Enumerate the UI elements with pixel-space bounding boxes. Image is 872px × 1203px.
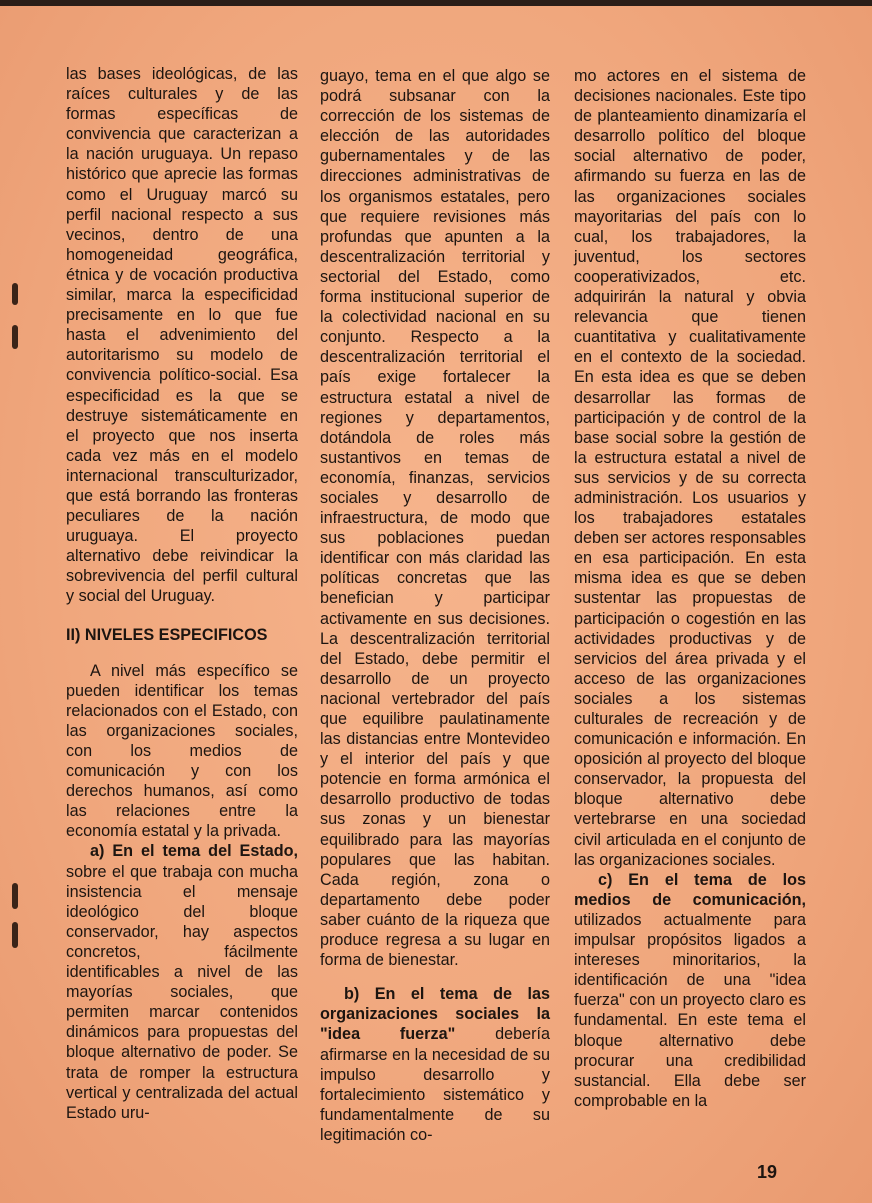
page-number: 19 bbox=[757, 1162, 778, 1182]
text-column-2 bbox=[320, 66, 550, 1145]
subsection-text: debería afirmarse en la necesidad de su impulso desarrollo y fortalecimiento sistemático y fundamentalmente de su legitimación co- bbox=[320, 1025, 551, 1144]
margin-mark bbox=[12, 922, 18, 948]
body-paragraph: A nivel más específico se pueden identificar los temas relacionados con el Estado, con las organizaciones sociales, con los medios de comunicación y con los derechos humanos, así como las relaciones entre la economía estatal y la privada. bbox=[66, 661, 298, 841]
margin-mark bbox=[12, 883, 18, 909]
section-heading: II) NIVELES ESPECIFICOS bbox=[66, 625, 268, 644]
margin-mark bbox=[12, 283, 18, 305]
subsection-label: c) En el tema de los medios de comunicación, bbox=[574, 870, 806, 909]
subsection-text: sobre el que trabaja con mucha insistencia el mensaje ideológico del bloque conservador, hay aspectos concretos, fácilmente identificables a nivel de las mayorías sociales, que permiten marcar contenidos dinámicos para propuestas del bloque alternativo de poder. Se trata de romper la estructura vertical y centralizada del actual Estado uru- bbox=[66, 862, 298, 1122]
body-paragraph bbox=[320, 984, 550, 1145]
body-paragraph: guayo, tema en el que algo se podrá subsanar con la corrección de los sistemas de elección de las autoridades gubernamentales y de las direcciones administrativas de los organismos estatales, pero que requiere revisiones más profundas que apunten a la descentralización territorial y sectorial del Estado, como forma institucional superior de la colectividad nacional en su conjunto. Respecto a la descentralización territorial el país exige fortalecer la estructura estatal a nivel de regiones y departamentos, dotándola de roles más sustantivos en temas de economía, finanzas, servicios sociales y desarrollo de infraestructura, de modo que sus poblaciones puedan identificar con más claridad las políticas concretas que las benefician y participar activamente en sus decisiones. La descentralización territorial del Estado, debe permitir el desarrollo de un proyecto nacional vertebrador del país que equilibre paulatinamente las distancias entre Montevideo y el interior del país y que potencie en forma armónica el desarrollo productivo de todas sus zonas y un bienestar equilibrado para las mayorías populares que las habitan. Cada región, zona o departamento debe poder saber cuánto de la riqueza que produce regresa a su lugar en forma de bienestar. bbox=[320, 67, 550, 970]
body-paragraph bbox=[574, 870, 806, 1111]
subsection-label: a) En el tema del Estado, bbox=[90, 842, 298, 861]
body-paragraph: las bases ideológicas, de las raíces culturales y de las formas específicas de convivencia que caracterizan a la nación uruguaya. Un repaso histórico que aprecie las formas como el Uruguay marcó su perfil nacional respecto a sus vecinos, dentro de una homogeneidad geográfica, étnica y de vocación productiva similar, marca la especificidad precisamente en lo que fue hasta el advenimiento del autoritarismo su modelo de convivencia político-social. Esa especificidad es la que se destruye sistemáticamente en el proyecto que nos inserta cada vez más en el modelo internacional transculturizador, que está borrando las fronteras peculiares de la nación uruguaya. El proyecto alternativo debe reivindicar la sobrevivencia del perfil cultural y social del Uruguay. bbox=[66, 65, 298, 606]
body-paragraph bbox=[66, 841, 298, 1122]
top-border bbox=[0, 0, 872, 6]
body-paragraph: mo actores en el sistema de decisiones nacionales. Este tipo de planteamiento dinamizaría el desarrollo político del bloque social alternativo de poder, afirmando su fuerza en las de las organizaciones sociales mayoritarias del país con lo cual, los trabajadores, la juventud, los sectores cooperativizados, etc. adquirirán la natural y obvia relevancia que tienen cuantitativa y cualitativamente en el contexto de la sociedad. En esta idea es que se deben desarrollar las formas de participación y de control de la base social sobre la gestión de la estructura estatal a nivel de sus servicios y de su correcta administración. Los usuarios y los trabajadores estatales deben ser actores responsables en esa participación. En esta misma idea es que se deben sustentar las propuestas de participación o cogestión en las actividades productivas y de servicios del área privada y el acceso de las organizaciones sociales a los sistemas culturales de recreación y de comunicación e información. En oposición al proyecto del bloque conservador, la propuesta del bloque alternativo debe vertebrarse en una sociedad civil articulada en el conjunto de las organizaciones sociales. bbox=[574, 67, 806, 869]
text-column-3 bbox=[574, 66, 806, 1111]
margin-mark bbox=[12, 325, 18, 349]
subsection-text: utilizados actualmente para impulsar propósitos ligados a intereses minoritarios, la identificación de una "idea fuerza" con un proyecto claro es fundamental. En este tema el bloque alternativo debe procurar una credibilidad sustancial. Ella debe ser comprobable en la bbox=[574, 910, 806, 1110]
text-column-1 bbox=[66, 64, 298, 1123]
subsection-label: b) En el tema de las organizaciones sociales la "idea fuerza" bbox=[320, 985, 550, 1044]
